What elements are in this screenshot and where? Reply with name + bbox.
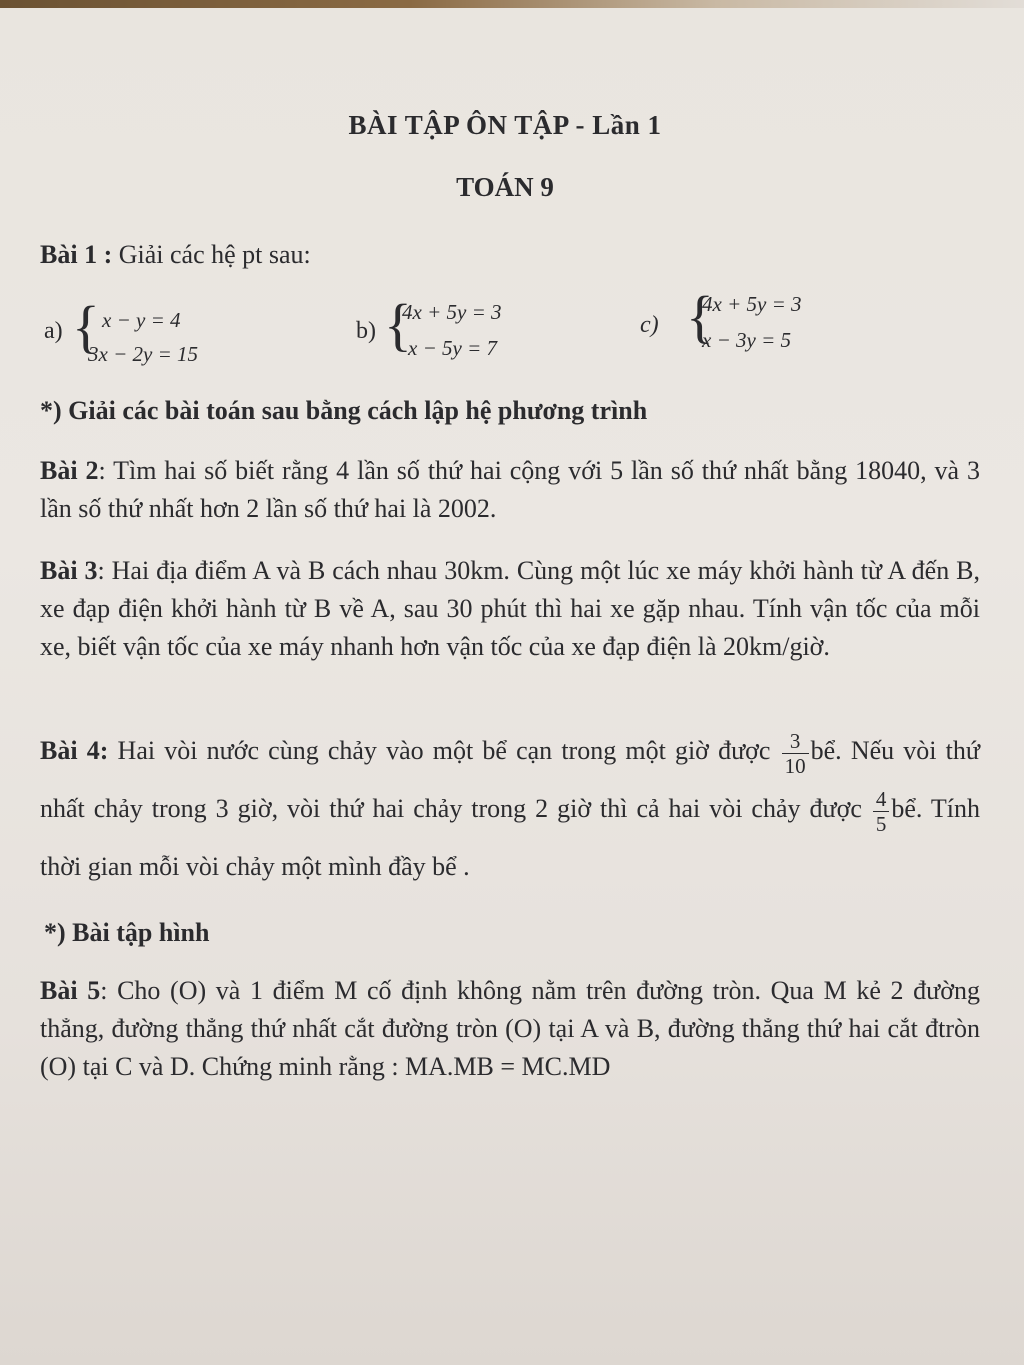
page-title: BÀI TẬP ÔN TẬP - Lần 1 — [348, 110, 662, 140]
system-a-eq2: 3x − 2y = 15 — [88, 342, 198, 366]
system-a-brace: { — [72, 294, 100, 359]
exercise-4-text-1: Hai vòi nước cùng chảy vào một bể cạn trong một giờ được — [108, 736, 780, 765]
exercise-4-label: Bài 4: — [40, 736, 109, 765]
system-b-brace: { — [384, 292, 412, 357]
fraction-2-denominator: 5 — [875, 811, 887, 836]
system-a-label: a) — [44, 318, 63, 344]
system-c-label: c) — [640, 312, 659, 338]
system-a — [72, 294, 222, 378]
system-b — [384, 294, 534, 374]
exercise-5-label: Bài 5 — [40, 976, 101, 1005]
system-c-brace: { — [686, 284, 714, 349]
exercise-4 — [40, 722, 980, 896]
section-word-problems-heading: *) Giải các bài toán sau bằng cách lập hệ phương trình — [40, 396, 648, 425]
system-c — [686, 286, 836, 366]
system-c-eq2: x − 3y = 5 — [702, 328, 791, 352]
system-b-eq2: x − 5y = 7 — [408, 336, 497, 360]
page-subtitle: TOÁN 9 — [456, 172, 554, 202]
fraction-2-numerator: 4 — [873, 787, 890, 812]
exercise-3 — [40, 552, 980, 666]
system-a-eq1: x − y = 4 — [102, 308, 181, 332]
fraction-four-fifths — [873, 787, 890, 836]
exercise-1-heading — [40, 240, 311, 270]
exercise-1-label: Bài 1 : — [40, 240, 113, 269]
exercise-3-text: : Hai địa điểm A và B cách nhau 30km. Cùng một lúc xe máy khởi hành từ A đến B, xe đạp điện khởi hành từ B về A, sau 30 phút thì hai xe gặp nhau. Tính vận tốc của mỗi xe, biết vận tốc của xe máy nhanh hơn vận tốc của xe đạp điện là 20km/giờ. — [40, 556, 980, 661]
system-b-label: b) — [356, 318, 376, 344]
fraction-1-numerator: 3 — [782, 729, 809, 754]
desk-edge — [0, 0, 1024, 8]
exercise-4-text-2: bể. Nếu vòi thứ nhất chảy trong 3 giờ, vòi thứ hai chảy trong 2 giờ thì cả hai vòi chảy được — [40, 736, 980, 823]
exercise-5 — [40, 972, 980, 1086]
exercise-2 — [40, 452, 980, 528]
exercise-3-label: Bài 3 — [40, 556, 98, 585]
fraction-three-tenths — [782, 729, 809, 778]
exercise-4-text-3: bể. Tính thời gian mỗi vòi chảy một mình đầy bể . — [40, 794, 980, 881]
exercise-2-label: Bài 2 — [40, 456, 99, 485]
exercise-5-text: : Cho (O) và 1 điểm M cố định không nằm trên đường tròn. Qua M kẻ 2 đường thẳng, đường thẳng thứ nhất cắt đường tròn (O) tại A và B, đường thẳng thứ hai cắt đtròn (O) tại C và D. Chứng minh rằng : MA.MB = MC.MD — [40, 976, 980, 1081]
fraction-1-denominator: 10 — [784, 753, 806, 778]
exercise-1-text: Giải các hệ pt sau: — [112, 240, 311, 269]
system-b-eq1: 4x + 5y = 3 — [402, 300, 502, 324]
exercise-2-text: : Tìm hai số biết rằng 4 lần số thứ hai cộng với 5 lần số thứ nhất bằng 18040, và 3 lần số thứ nhất hơn 2 lần số thứ hai là 2002. — [40, 456, 980, 523]
system-c-eq1: 4x + 5y = 3 — [702, 292, 802, 316]
section-geometry-heading: *) Bài tập hình — [44, 918, 210, 947]
